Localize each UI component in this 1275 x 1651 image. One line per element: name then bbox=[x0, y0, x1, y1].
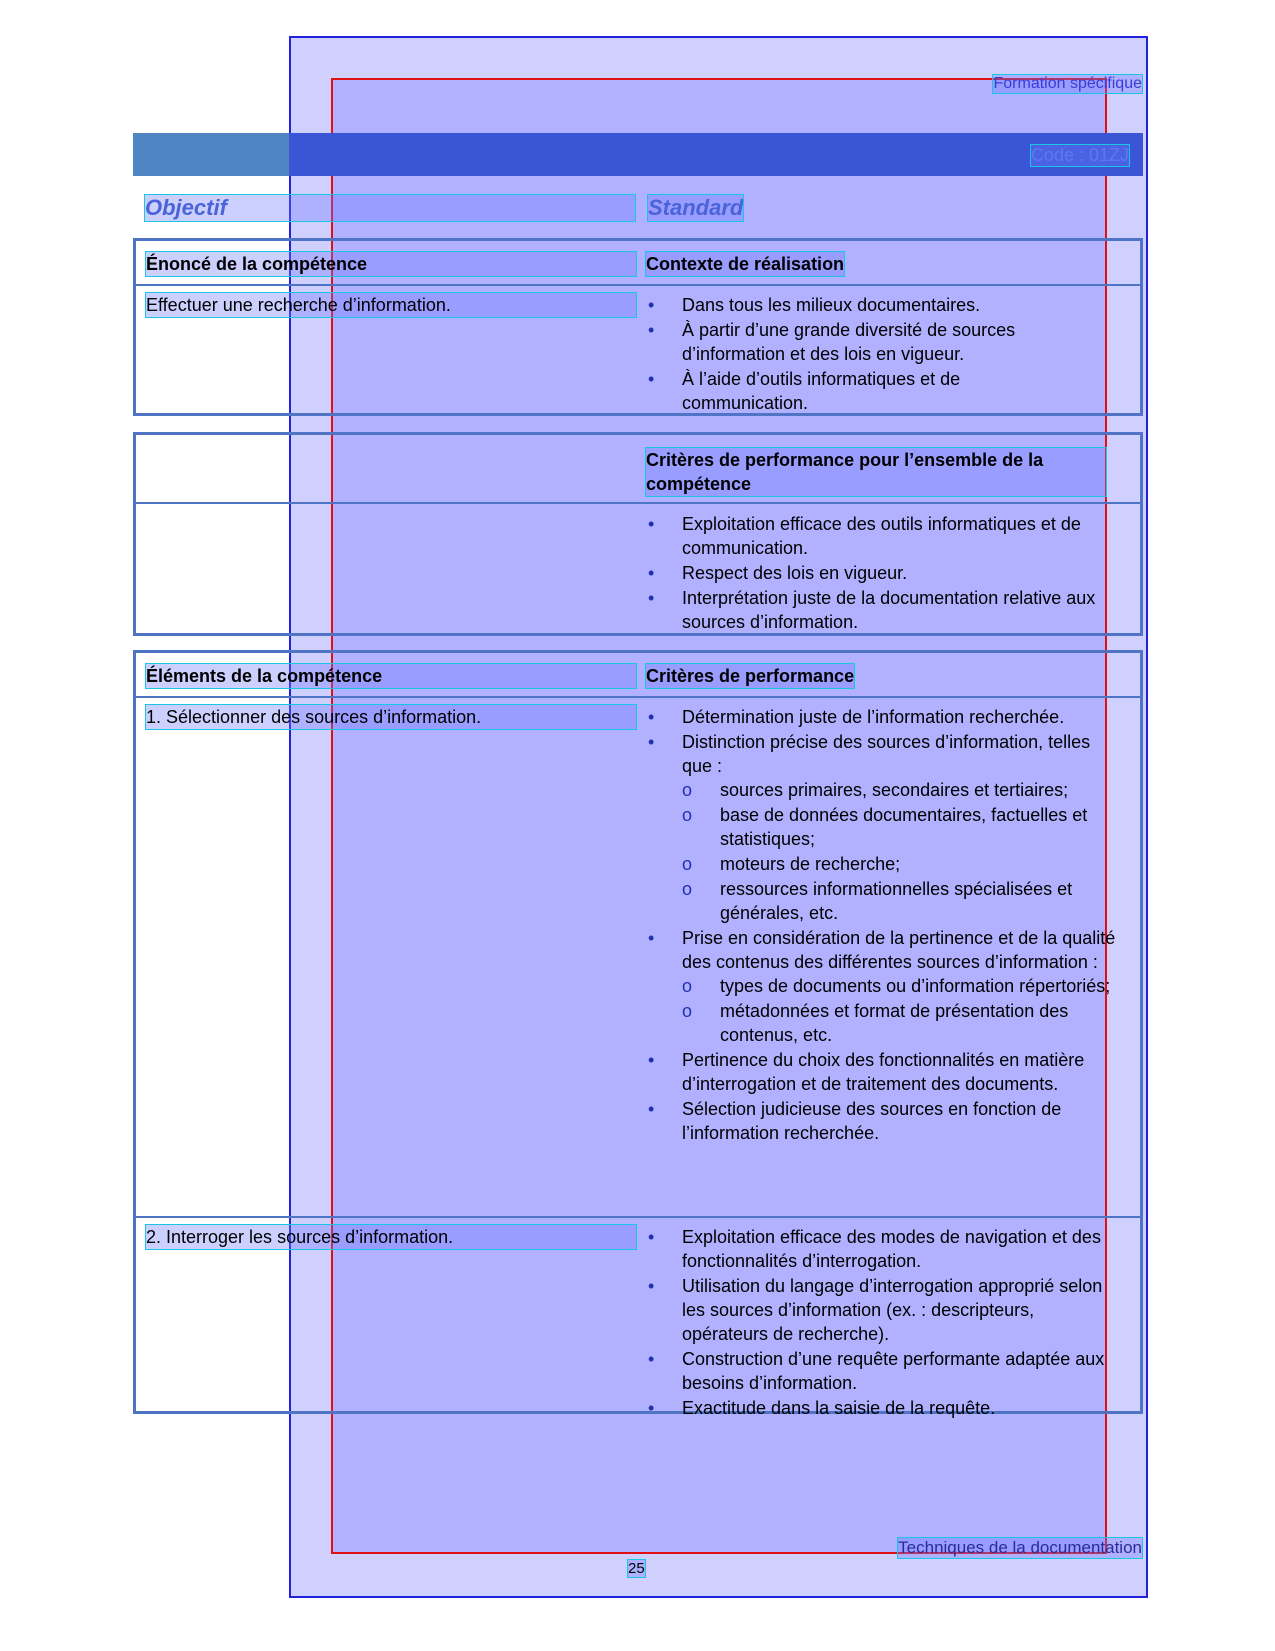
header-label: Formation spécifique bbox=[993, 75, 1142, 92]
elements-box bbox=[133, 650, 1143, 1418]
sub-item: o ressources informationnelles spécialisées et générales, etc. bbox=[682, 877, 1116, 925]
list-item: • À l’aide d’outils informatiques et de communication. bbox=[646, 367, 1066, 415]
sub-list bbox=[682, 974, 1116, 1047]
element-2-label: 2. Interroger les sources d’information. bbox=[146, 1225, 636, 1249]
row-divider bbox=[136, 696, 1140, 698]
sub-item: o moteurs de recherche; bbox=[682, 852, 1116, 876]
page-number: 25 bbox=[628, 1560, 645, 1577]
list-item: • Exploitation efficace des outils informatiques et de communication. bbox=[646, 512, 1116, 560]
competence-statement: Effectuer une recherche d’information. bbox=[146, 293, 636, 317]
element-1-criteria bbox=[646, 705, 1116, 1146]
criterion-text: Distinction précise des sources d’information, telles que : bbox=[682, 732, 1091, 776]
ensemble-list bbox=[646, 512, 1116, 635]
element-1-label: 1. Sélectionner des sources d’information. bbox=[146, 705, 636, 729]
ensemble-heading: Critères de performance pour l’ensemble de la compétence bbox=[646, 448, 1106, 496]
list-item: • Pertinence du choix des fonctionnalités en matière d’interrogation et de traitement des documents. bbox=[646, 1048, 1116, 1096]
sub-item: o base de données documentaires, factuelles et statistiques; bbox=[682, 803, 1116, 851]
list-item: • Construction d’une requête performante adaptée aux besoins d’information. bbox=[646, 1347, 1116, 1395]
elements-heading: Éléments de la compétence bbox=[146, 664, 636, 688]
footer-program: Techniques de la documentation bbox=[898, 1538, 1142, 1557]
competency-code: Code : 01ZJ bbox=[1030, 145, 1129, 165]
competence-box bbox=[133, 238, 1143, 416]
contexte-list bbox=[646, 293, 1066, 416]
criteres-heading: Critères de performance bbox=[646, 666, 855, 686]
list-item bbox=[646, 926, 1116, 1047]
row-divider bbox=[136, 284, 1140, 286]
sub-item: o types de documents ou d’information répertoriés; bbox=[682, 974, 1116, 998]
list-item bbox=[646, 730, 1116, 925]
banner-left-block bbox=[133, 133, 289, 176]
list-item: • Exploitation efficace des modes de navigation et des fonctionnalités d’interrogation. bbox=[646, 1225, 1116, 1273]
list-item: • Dans tous les milieux documentaires. bbox=[646, 293, 1066, 317]
list-item: • Utilisation du langage d’interrogation approprié selon les sources d’information (ex. : descripteurs, opérateurs de recherche). bbox=[646, 1274, 1116, 1346]
list-item: • Exactitude dans la saisie de la requête. bbox=[646, 1396, 1116, 1420]
row-divider bbox=[136, 502, 1140, 504]
element-2-criteria bbox=[646, 1225, 1116, 1421]
list-item: • Interprétation juste de la documentation relative aux sources d’information. bbox=[646, 586, 1116, 634]
sub-item: o métadonnées et format de présentation des contenus, etc. bbox=[682, 999, 1116, 1047]
sub-list bbox=[682, 778, 1116, 925]
list-item: • Respect des lois en vigueur. bbox=[646, 561, 1116, 585]
objectif-title: Objectif bbox=[145, 195, 635, 221]
sub-item: o sources primaires, secondaires et tertiaires; bbox=[682, 778, 1116, 802]
contexte-heading: Contexte de réalisation bbox=[646, 254, 845, 274]
enonce-heading: Énoncé de la compétence bbox=[146, 252, 636, 276]
code-banner bbox=[133, 133, 1143, 176]
ensemble-box bbox=[133, 432, 1143, 636]
criterion-text: Prise en considération de la pertinence et de la qualité des contenus des différentes sources d’information : bbox=[682, 928, 1116, 972]
row-divider bbox=[136, 1216, 1140, 1218]
list-item: • Sélection judicieuse des sources en fonction de l’information recherchée. bbox=[646, 1097, 1116, 1145]
standard-title: Standard bbox=[648, 195, 744, 220]
list-item: • À partir d’une grande diversité de sources d’information et des lois en vigueur. bbox=[646, 318, 1066, 366]
list-item: • Détermination juste de l’information recherchée. bbox=[646, 705, 1116, 729]
